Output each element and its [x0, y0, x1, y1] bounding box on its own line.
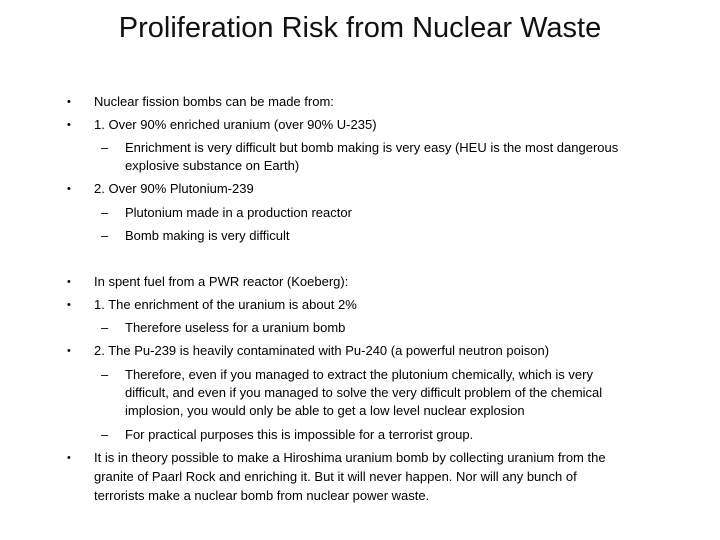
sub-bullet-text: Therefore useless for a uranium bomb [125, 320, 346, 335]
bullet-text: granite of Paarl Rock and enriching it. But it will never happen. Nor will any bunch of [94, 469, 577, 484]
bullet-text: 1. The enrichment of the uranium is about 2% [94, 297, 357, 312]
bullet-text: It is in theory possible to make a Hiroshima uranium bomb by collecting uranium from the [94, 450, 606, 465]
sub-bullet-text: implosion, you would only be able to get a low level nuclear explosion [125, 403, 525, 418]
bullet-text: 1. Over 90% enriched uranium (over 90% U-235) [94, 117, 377, 132]
sub-bullet-text: Bomb making is very difficult [125, 228, 290, 243]
dash-marker: – [101, 320, 109, 335]
bullet-marker: • [67, 452, 71, 464]
bullet-marker: • [67, 299, 71, 311]
dash-marker: – [101, 367, 109, 382]
bullet-marker: • [67, 183, 71, 195]
dash-marker: – [101, 140, 109, 155]
dash-marker: – [101, 427, 109, 442]
bullet-text: terrorists make a nuclear bomb from nuclear power waste. [94, 488, 430, 503]
sub-bullet-text: For practical purposes this is impossible for a terrorist group. [125, 427, 474, 442]
bullet-text: 2. The Pu-239 is heavily contaminated with Pu-240 (a powerful neutron poison) [94, 343, 550, 358]
bullet-marker: • [67, 276, 71, 288]
sub-bullet-text: difficult, and even if you managed to solve the very difficult problem of the chemical [125, 385, 603, 400]
dash-marker: – [101, 205, 109, 220]
bullet-marker: • [67, 345, 71, 357]
sub-bullet-text: Enrichment is very difficult but bomb making is very easy (HEU is the most dangerous [125, 140, 619, 155]
dash-marker: – [101, 228, 109, 243]
bullet-marker: • [67, 96, 71, 108]
sub-bullet-text: Plutonium made in a production reactor [125, 205, 352, 220]
sub-bullet-text: explosive substance on Earth) [125, 158, 300, 173]
bullet-text: 2. Over 90% Plutonium-239 [94, 181, 254, 196]
bullet-marker: • [67, 119, 71, 131]
slide-title: Proliferation Risk from Nuclear Waste [118, 12, 602, 44]
bullet-text: Nuclear fission bombs can be made from: [94, 94, 334, 109]
sub-bullet-text: Therefore, even if you managed to extract the plutonium chemically, which is very [125, 367, 593, 382]
bullet-text: In spent fuel from a PWR reactor (Koeberg): [94, 274, 349, 289]
